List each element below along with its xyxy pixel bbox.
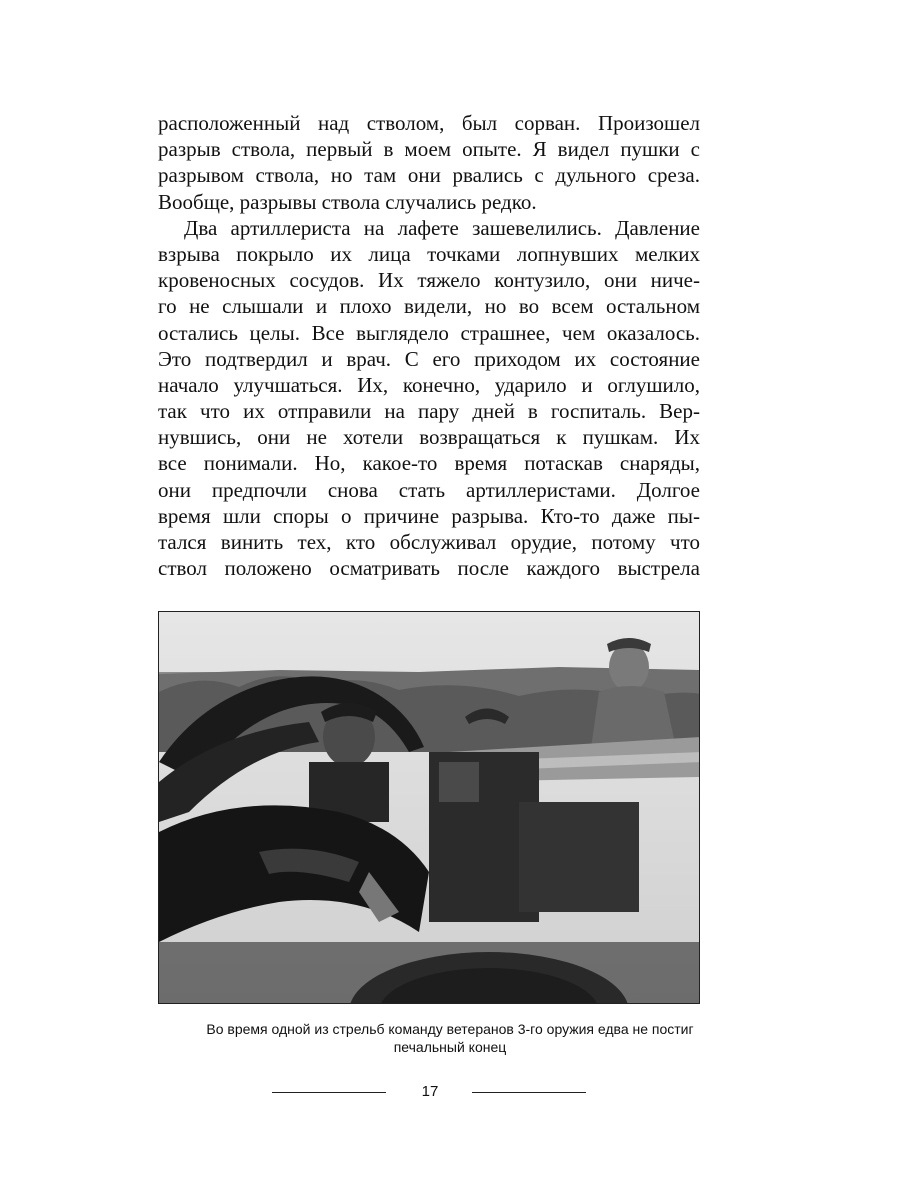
footer-rule-left [272, 1092, 386, 1093]
text-line: Это подтвердил и врач. С его приходом их состояние [158, 346, 700, 371]
text-line: взрыва покрыло их лица точками лопнувших мелких [158, 241, 700, 266]
text-line: разрывом ствола, но там они рвались с дульного среза. [158, 163, 700, 188]
text-line: нувшись, они не хотели возвращаться к пушкам. Их [158, 425, 700, 450]
caption-line: печальный конец [393, 1039, 507, 1055]
text-line: время шли споры о причине разрыва. Кто-то даже пы- [158, 503, 700, 528]
text-line: остались целы. Все выглядело страшнее, чем оказалось. [158, 320, 700, 345]
text-line: так что их отправили на пару дней в госпиталь. Вер- [158, 399, 700, 424]
artillery-photo [158, 611, 700, 1004]
text-line: все понимали. Но, какое-то время потаскав снаряды, [158, 451, 700, 476]
text-line: Вообще, разрывы ствола случались редко. [158, 189, 537, 214]
text-line: расположенный над стволом, был сорван. Произошел [158, 111, 700, 135]
text-line: го не слышали и плохо видели, но во всем остальном [158, 294, 700, 319]
text-line: ствол положено осматривать после каждого выстрела [158, 556, 700, 581]
footer-rule-right [472, 1092, 586, 1093]
artillery-photo-image [159, 612, 700, 1004]
body-text [158, 110, 700, 581]
text-line: Два артиллериста на лафете зашевелились. Давление [184, 215, 700, 240]
text-line: кровеносных сосудов. Их тяжело контузило, они ниче- [158, 268, 700, 293]
text-line: они предпочли снова стать артиллеристами. Долгое [158, 477, 700, 502]
page-number: 17 [421, 1083, 439, 1100]
caption-line: Во время одной из стрельб команду ветеранов 3-го оружия едва не постиг [206, 1021, 694, 1037]
figure-caption [150, 1020, 750, 1056]
text-line: разрыв ствола, первый в моем опыте. Я видел пушки с [158, 137, 700, 162]
text-line: тался винить тех, кто обслуживал орудие, потому что [158, 530, 700, 554]
page-footer [0, 1083, 900, 1103]
text-line: начало улучшаться. Их, конечно, ударило и оглушило, [158, 372, 700, 397]
